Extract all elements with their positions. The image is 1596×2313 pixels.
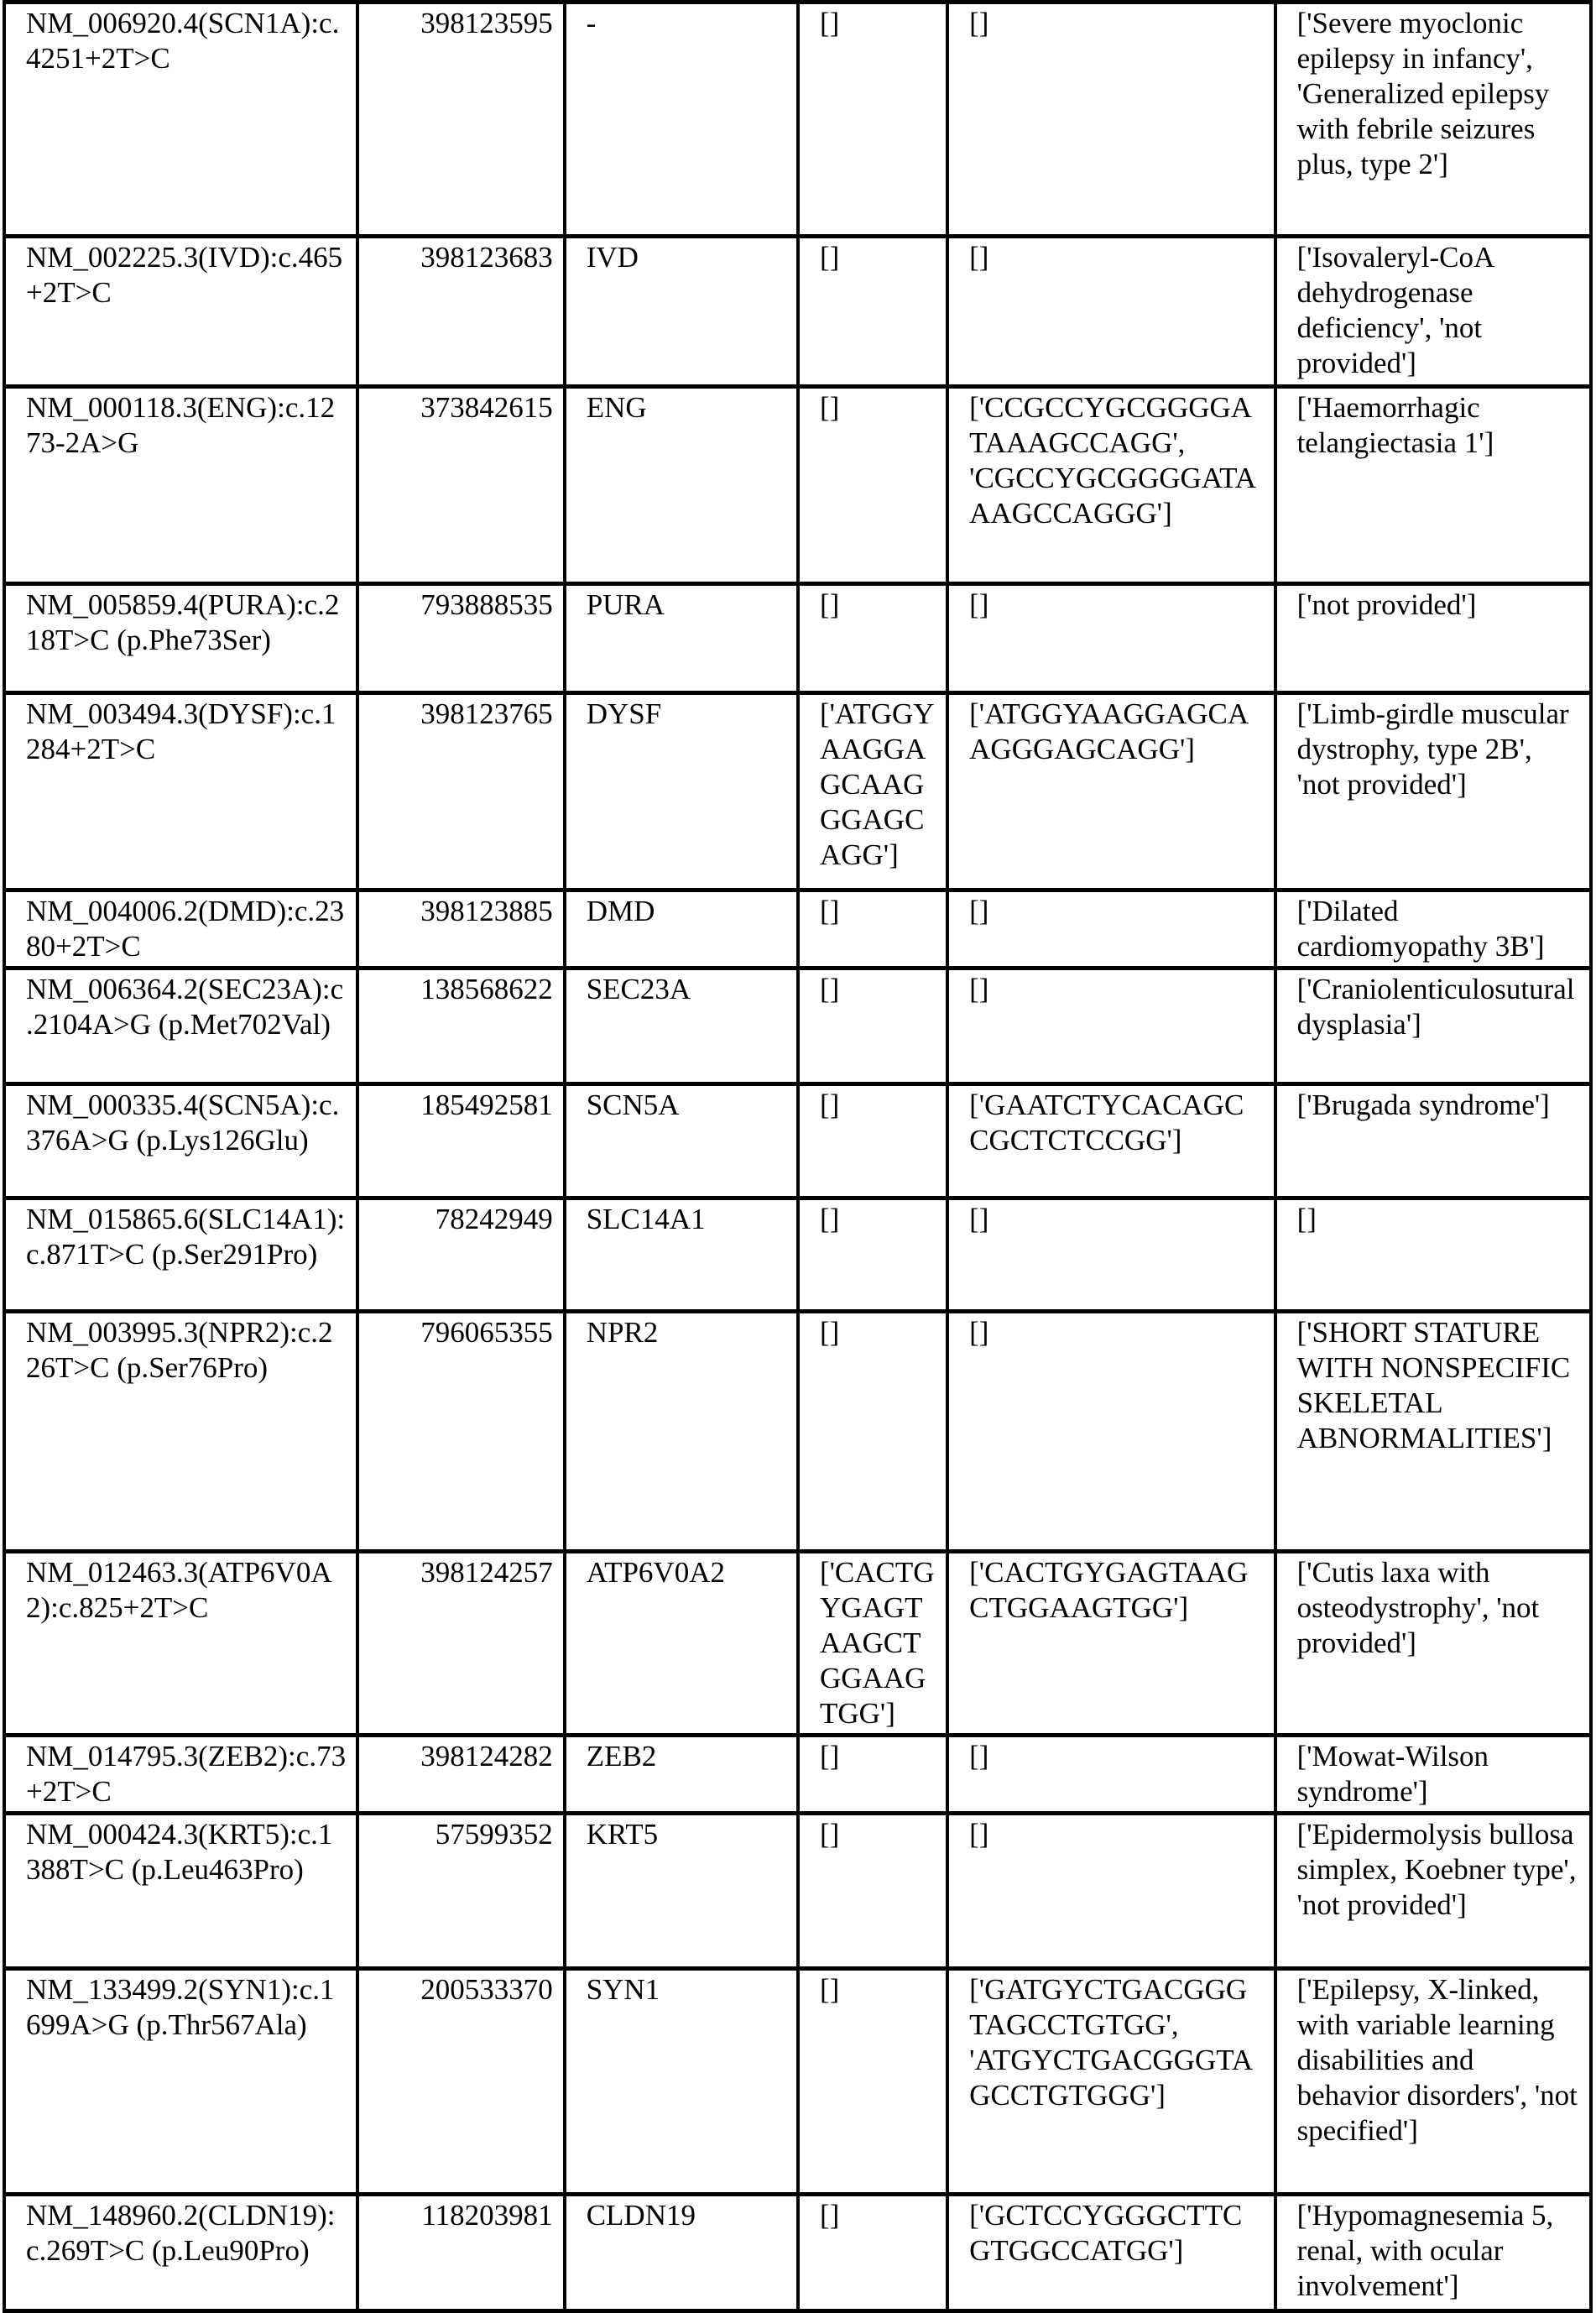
cell-rs-number: 398123765 bbox=[357, 693, 564, 890]
cell-rs-number: 398124257 bbox=[357, 1552, 564, 1736]
cell-conditions: ['Craniolenticulosutural dysplasia'] bbox=[1275, 969, 1591, 1084]
table-row bbox=[4, 1814, 1591, 1969]
cell-conditions: ['Isovaleryl-CoA dehydrogenase deficiency', 'not provided'] bbox=[1275, 237, 1591, 387]
cell-conditions: [] bbox=[1275, 1198, 1591, 1312]
table-row bbox=[4, 693, 1591, 890]
cell-conditions: ['Cutis laxa with osteodystrophy', 'not provided'] bbox=[1275, 1552, 1591, 1736]
cell-list1: ['ATGGYAAGGAGCAAGGGAGCAGG'] bbox=[798, 693, 947, 890]
cell-rs-number: 57599352 bbox=[357, 1814, 564, 1969]
cell-list2: ['ATGGYAAGGAGCAAGGGAGCAGG'] bbox=[947, 693, 1275, 890]
cell-list2: [] bbox=[947, 1198, 1275, 1312]
cell-conditions: ['Epidermolysis bullosa simplex, Koebner type', 'not provided'] bbox=[1275, 1814, 1591, 1969]
cell-variant: NM_015865.6(SLC14A1):c.871T>C (p.Ser291Pro) bbox=[4, 1198, 357, 1312]
variant-table-body bbox=[4, 3, 1591, 2311]
cell-conditions: ['Haemorrhagic telangiectasia 1'] bbox=[1275, 387, 1591, 584]
cell-list1: [] bbox=[798, 1814, 947, 1969]
cell-rs-number: 796065355 bbox=[357, 1312, 564, 1552]
cell-list2: [] bbox=[947, 1814, 1275, 1969]
cell-list1: [] bbox=[798, 1736, 947, 1814]
cell-list1: ['CACTGYGAGTAAGCTGGAAGTGG'] bbox=[798, 1552, 947, 1736]
cell-conditions: ['Mowat-Wilson syndrome'] bbox=[1275, 1736, 1591, 1814]
cell-variant: NM_000118.3(ENG):c.1273-2A>G bbox=[4, 387, 357, 584]
cell-list1: [] bbox=[798, 1969, 947, 2195]
cell-list1: [] bbox=[798, 2195, 947, 2311]
cell-rs-number: 185492581 bbox=[357, 1084, 564, 1198]
cell-variant: NM_148960.2(CLDN19):c.269T>C (p.Leu90Pro) bbox=[4, 2195, 357, 2311]
table-row bbox=[4, 1552, 1591, 1736]
cell-gene: DMD bbox=[565, 890, 798, 969]
cell-variant: NM_000335.4(SCN5A):c.376A>G (p.Lys126Glu) bbox=[4, 1084, 357, 1198]
cell-variant: NM_006364.2(SEC23A):c.2104A>G (p.Met702Val) bbox=[4, 969, 357, 1084]
cell-gene: CLDN19 bbox=[565, 2195, 798, 2311]
cell-list1: [] bbox=[798, 3, 947, 237]
cell-rs-number: 398123595 bbox=[357, 3, 564, 237]
cell-list2: ['GATGYCTGACGGGTAGCCTGTGG', 'ATGYCTGACGGGTAGCCTGTGGG'] bbox=[947, 1969, 1275, 2195]
cell-conditions: ['Dilated cardiomyopathy 3B'] bbox=[1275, 890, 1591, 969]
cell-rs-number: 138568622 bbox=[357, 969, 564, 1084]
cell-conditions: ['Brugada syndrome'] bbox=[1275, 1084, 1591, 1198]
cell-variant: NM_133499.2(SYN1):c.1699A>G (p.Thr567Ala) bbox=[4, 1969, 357, 2195]
table-row bbox=[4, 3, 1591, 237]
cell-variant: NM_006920.4(SCN1A):c.4251+2T>C bbox=[4, 3, 357, 237]
cell-list2: ['GAATCTYCACAGCCGCTCTCCGG'] bbox=[947, 1084, 1275, 1198]
cell-variant: NM_003494.3(DYSF):c.1284+2T>C bbox=[4, 693, 357, 890]
cell-gene: ZEB2 bbox=[565, 1736, 798, 1814]
table-row bbox=[4, 1969, 1591, 2195]
cell-gene: KRT5 bbox=[565, 1814, 798, 1969]
table-row bbox=[4, 1198, 1591, 1312]
cell-gene: SLC14A1 bbox=[565, 1198, 798, 1312]
cell-conditions: ['SHORT STATURE WITH NONSPECIFIC SKELETAL ABNORMALITIES'] bbox=[1275, 1312, 1591, 1552]
cell-gene: SYN1 bbox=[565, 1969, 798, 2195]
cell-list2: [] bbox=[947, 237, 1275, 387]
table-row bbox=[4, 387, 1591, 584]
cell-list2: [] bbox=[947, 1736, 1275, 1814]
cell-variant: NM_003995.3(NPR2):c.226T>C (p.Ser76Pro) bbox=[4, 1312, 357, 1552]
cell-rs-number: 398124282 bbox=[357, 1736, 564, 1814]
cell-list2: [] bbox=[947, 584, 1275, 693]
cell-gene: SCN5A bbox=[565, 1084, 798, 1198]
cell-variant: NM_005859.4(PURA):c.218T>C (p.Phe73Ser) bbox=[4, 584, 357, 693]
cell-list1: [] bbox=[798, 1312, 947, 1552]
table-row bbox=[4, 1736, 1591, 1814]
table-row bbox=[4, 2195, 1591, 2311]
cell-gene: ENG bbox=[565, 387, 798, 584]
cell-rs-number: 793888535 bbox=[357, 584, 564, 693]
cell-list2: [] bbox=[947, 890, 1275, 969]
cell-list2: [] bbox=[947, 1312, 1275, 1552]
variant-table bbox=[3, 0, 1593, 2313]
cell-gene: SEC23A bbox=[565, 969, 798, 1084]
cell-list2: [] bbox=[947, 969, 1275, 1084]
cell-gene: DYSF bbox=[565, 693, 798, 890]
cell-gene: ATP6V0A2 bbox=[565, 1552, 798, 1736]
cell-gene: PURA bbox=[565, 584, 798, 693]
cell-list1: [] bbox=[798, 1084, 947, 1198]
cell-variant: NM_014795.3(ZEB2):c.73+2T>C bbox=[4, 1736, 357, 1814]
cell-list1: [] bbox=[798, 969, 947, 1084]
cell-list2: [] bbox=[947, 3, 1275, 237]
cell-rs-number: 118203981 bbox=[357, 2195, 564, 2311]
cell-variant: NM_004006.2(DMD):c.2380+2T>C bbox=[4, 890, 357, 969]
table-row bbox=[4, 584, 1591, 693]
cell-list1: [] bbox=[798, 584, 947, 693]
table-row bbox=[4, 1084, 1591, 1198]
cell-list2: ['GCTCCYGGGCTTCGTGGCCATGG'] bbox=[947, 2195, 1275, 2311]
table-row bbox=[4, 890, 1591, 969]
cell-variant: NM_002225.3(IVD):c.465+2T>C bbox=[4, 237, 357, 387]
cell-gene: IVD bbox=[565, 237, 798, 387]
cell-conditions: ['not provided'] bbox=[1275, 584, 1591, 693]
cell-gene: NPR2 bbox=[565, 1312, 798, 1552]
cell-conditions: ['Limb-girdle muscular dystrophy, type 2B', 'not provided'] bbox=[1275, 693, 1591, 890]
cell-list1: [] bbox=[798, 237, 947, 387]
cell-list2: ['CCGCCYGCGGGGATAAAGCCAGG', 'CGCCYGCGGGGATAAAGCCAGGG'] bbox=[947, 387, 1275, 584]
cell-rs-number: 78242949 bbox=[357, 1198, 564, 1312]
table-row bbox=[4, 969, 1591, 1084]
cell-list1: [] bbox=[798, 1198, 947, 1312]
cell-conditions: ['Epilepsy, X-linked, with variable learning disabilities and behavior disorders', 'not specified'] bbox=[1275, 1969, 1591, 2195]
cell-rs-number: 200533370 bbox=[357, 1969, 564, 2195]
cell-rs-number: 373842615 bbox=[357, 387, 564, 584]
cell-list2: ['CACTGYGAGTAAGCTGGAAGTGG'] bbox=[947, 1552, 1275, 1736]
cell-variant: NM_000424.3(KRT5):c.1388T>C (p.Leu463Pro) bbox=[4, 1814, 357, 1969]
cell-rs-number: 398123683 bbox=[357, 237, 564, 387]
cell-list1: [] bbox=[798, 890, 947, 969]
cell-conditions: ['Hypomagnesemia 5, renal, with ocular involvement'] bbox=[1275, 2195, 1591, 2311]
cell-list1: [] bbox=[798, 387, 947, 584]
cell-gene: - bbox=[565, 3, 798, 237]
table-row bbox=[4, 1312, 1591, 1552]
cell-rs-number: 398123885 bbox=[357, 890, 564, 969]
cell-variant: NM_012463.3(ATP6V0A2):c.825+2T>C bbox=[4, 1552, 357, 1736]
table-row bbox=[4, 237, 1591, 387]
cell-conditions: ['Severe myoclonic epilepsy in infancy', 'Generalized epilepsy with febrile seizures plus, type 2'] bbox=[1275, 3, 1591, 237]
